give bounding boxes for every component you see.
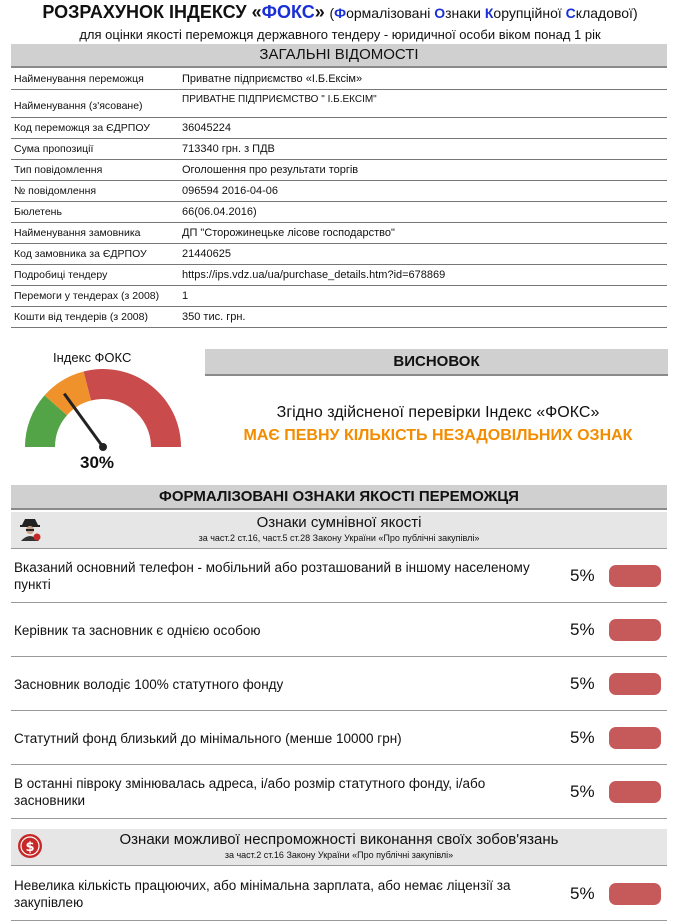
- info-label: Найменування (з'ясоване): [14, 100, 143, 112]
- criterion-row: [11, 658, 667, 711]
- info-row: [11, 139, 667, 160]
- criterion-text: Статутний фонд близький до мінімального (менше 10000 грн): [14, 730, 402, 746]
- criteria-group-header: [11, 512, 667, 549]
- criterion-text: Засновник володіє 100% статутного фонду: [14, 676, 284, 692]
- info-row: [11, 286, 667, 307]
- criterion-row: [11, 766, 667, 819]
- info-value: 1: [182, 290, 189, 302]
- info-row: [11, 181, 667, 202]
- info-row: [11, 265, 667, 286]
- info-label: Код переможця за ЄДРПОУ: [14, 122, 150, 134]
- info-value: 713340 грн. з ПДВ: [182, 143, 275, 155]
- info-row: [11, 90, 667, 118]
- criterion-status-indicator: [609, 727, 661, 749]
- conclusion-line2: МАЄ ПЕВНУ КІЛЬКІСТЬ НЕЗАДОВІЛЬНИХ ОЗНАК: [243, 427, 633, 444]
- info-row: [11, 69, 667, 90]
- general-info-table: [11, 69, 667, 328]
- criterion-text: Невелика кількість працюючих, або мінімальна зарплата, або немає ліцензії за закупівлею: [14, 878, 511, 910]
- title-prefix: РОЗРАХУНОК ІНДЕКСУ «: [42, 2, 262, 22]
- gauge-red-segment: [84, 369, 181, 447]
- criterion-row: [11, 550, 667, 603]
- title-expansion: (Формалізовані Ознаки Корупційної Складової): [329, 5, 638, 21]
- info-label: Перемоги у тендерах (з 2008): [14, 290, 160, 302]
- criterion-row: [11, 868, 667, 921]
- formal-heading: ФОРМАЛІЗОВАНІ ОЗНАКИ ЯКОСТІ ПЕРЕМОЖЦЯ: [11, 485, 667, 510]
- info-label: Бюлетень: [14, 206, 62, 218]
- gauge-chart: [20, 365, 190, 455]
- info-value: Оголошення про результати торгів: [182, 164, 359, 176]
- criteria-group-title: Ознаки сумнівної якості: [256, 514, 422, 531]
- info-row: [11, 118, 667, 139]
- info-value: 36045224: [182, 122, 231, 134]
- info-label: Кошти від тендерів (з 2008): [14, 311, 148, 323]
- info-label: № повідомлення: [14, 185, 97, 197]
- criterion-status-indicator: [609, 619, 661, 641]
- title-brand: ФОКС: [261, 2, 315, 22]
- general-heading: ЗАГАЛЬНІ ВІДОМОСТІ: [11, 44, 667, 68]
- criterion-text: В останні півроку змінювалась адреса, і/або розмір статутного фонду, і/або засновники: [14, 776, 486, 808]
- info-value: 66(06.04.2016): [182, 206, 257, 218]
- criterion-row: [11, 604, 667, 657]
- criterion-row: [11, 712, 667, 765]
- svg-text:$: $: [25, 840, 35, 855]
- criteria-group-law: за част.2 ст.16, част.5 ст.28 Закону України «Про публічні закупівлі»: [198, 533, 480, 543]
- criterion-text: Керівник та засновник є однією особою: [14, 622, 261, 638]
- page-subtitle: для оцінки якості переможця державного тендеру - юридичної особи віком понад 1 рік: [79, 27, 601, 42]
- criterion-status-indicator: [609, 565, 661, 587]
- info-label: Найменування переможця: [14, 73, 144, 85]
- criterion-percent: 5%: [570, 728, 595, 747]
- criterion-percent: 5%: [570, 782, 595, 801]
- info-value: 096594 2016-04-06: [182, 185, 279, 197]
- criteria-group-title: Ознаки можливої неспроможності виконання своїх зобов'язань: [119, 831, 559, 848]
- criterion-status-indicator: [609, 781, 661, 803]
- gauge-hub: [99, 443, 107, 451]
- criterion-text: Вказаний основний телефон - мобільний або розташований в іншому населеному пункті: [14, 560, 530, 592]
- info-label: Код замовника за ЄДРПОУ: [14, 248, 147, 260]
- info-value: https://ips.vdz.ua/ua/purchase_details.htm?id=678869: [182, 269, 446, 281]
- info-value: 350 тис. грн.: [182, 311, 246, 323]
- info-value: Приватне підприємство «І.Б.Ексім»: [182, 73, 363, 85]
- title-suffix: »: [314, 2, 325, 22]
- info-value: ПРИВАТНЕ ПІДПРИЄМСТВО " І.Б.ЕКСІМ": [182, 94, 377, 105]
- info-value: ДП "Сторожинецьке лісове господарство": [182, 227, 395, 239]
- conclusion-heading: ВИСНОВОК: [205, 349, 668, 376]
- info-row: [11, 202, 667, 223]
- info-value: 21440625: [182, 248, 231, 260]
- info-row: [11, 307, 667, 328]
- conclusion-line1: Згідно здійсненої перевірки Індекс «ФОКС»: [276, 404, 600, 421]
- info-label: Тип повідомлення: [14, 164, 103, 176]
- info-label: Сума пропозиції: [14, 143, 94, 155]
- criterion-status-indicator: [609, 673, 661, 695]
- gauge-label: Індекс ФОКС: [53, 350, 132, 365]
- info-row: [11, 223, 667, 244]
- page-title: [0, 2, 680, 23]
- criterion-percent: 5%: [570, 620, 595, 639]
- criterion-status-indicator: [609, 883, 661, 905]
- criteria-group-header: [11, 829, 667, 866]
- gauge-value: 30%: [80, 453, 115, 472]
- info-label: Подробиці тендеру: [14, 269, 108, 281]
- criterion-percent: 5%: [570, 884, 595, 903]
- info-row: [11, 160, 667, 181]
- info-row: [11, 244, 667, 265]
- criteria-group-law: за част.2 ст.16 Закону України «Про публічні закупівлі»: [224, 850, 454, 860]
- info-label: Найменування замовника: [14, 227, 141, 239]
- criterion-percent: 5%: [570, 566, 595, 585]
- criterion-percent: 5%: [570, 674, 595, 693]
